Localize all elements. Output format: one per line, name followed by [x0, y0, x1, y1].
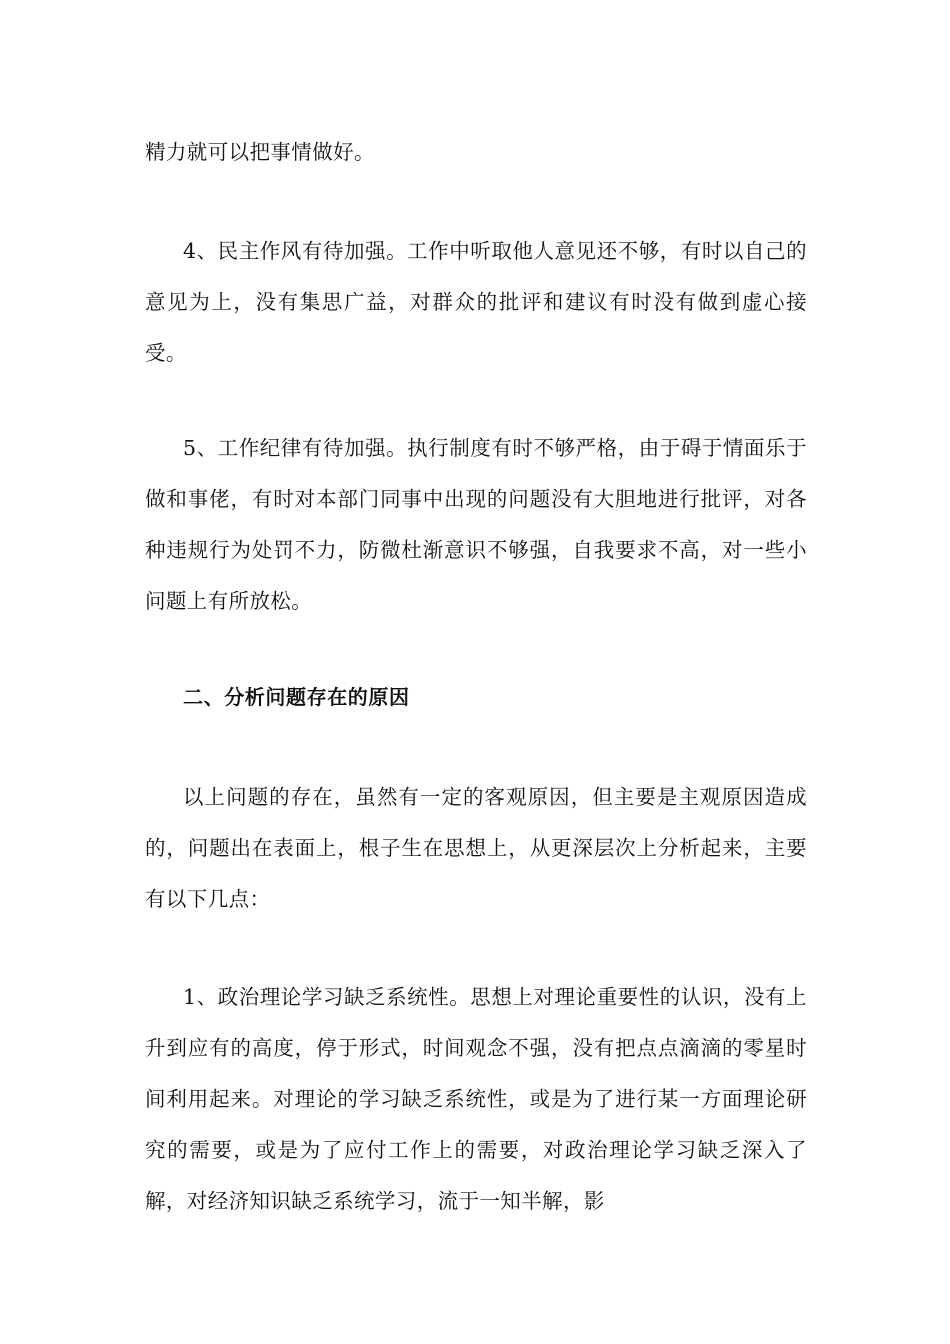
paragraph-item-5: 5、工作纪律有待加强。执行制度有时不够严格，由于碍于情面乐于做和事佬，有时对本部门同事中出现的问题没有大胆地进行批评，对各种违规行为处罚不力，防微杜渐意识不够强，自我要求不高，对一些小问题上有所放松。 — [145, 436, 807, 613]
section-heading: 二、分析问题存在的原因 — [183, 685, 410, 709]
paragraph-item-4: 4、民主作风有待加强。工作中听取他人意见还不够，有时以自己的意见为上，没有集思广益，对群众的批评和建议有时没有做到虚心接受。 — [145, 239, 807, 365]
paragraph-intro: 以上问题的存在，虽然有一定的客观原因，但主要是主观原因造成的，问题出在表面上，根子生在思想上，从更深层次上分析起来，主要有以下几点： — [145, 785, 807, 911]
paragraph-continuation: 精力就可以把事情做好。 — [145, 140, 375, 164]
paragraph-reason-1: 1、政治理论学习缺乏系统性。思想上对理论重要性的认识，没有上升到应有的高度，停于形式，时间观念不强，没有把点点滴滴的零星时间利用起来。对理论的学习缺乏系统性，或是为了进行某一方面理论研究的需要，或是为了应付工作上的需要，对政治理论学习缺乏深入了解，对经济知识缺乏系统学习，流于一知半解，影 — [145, 985, 807, 1213]
